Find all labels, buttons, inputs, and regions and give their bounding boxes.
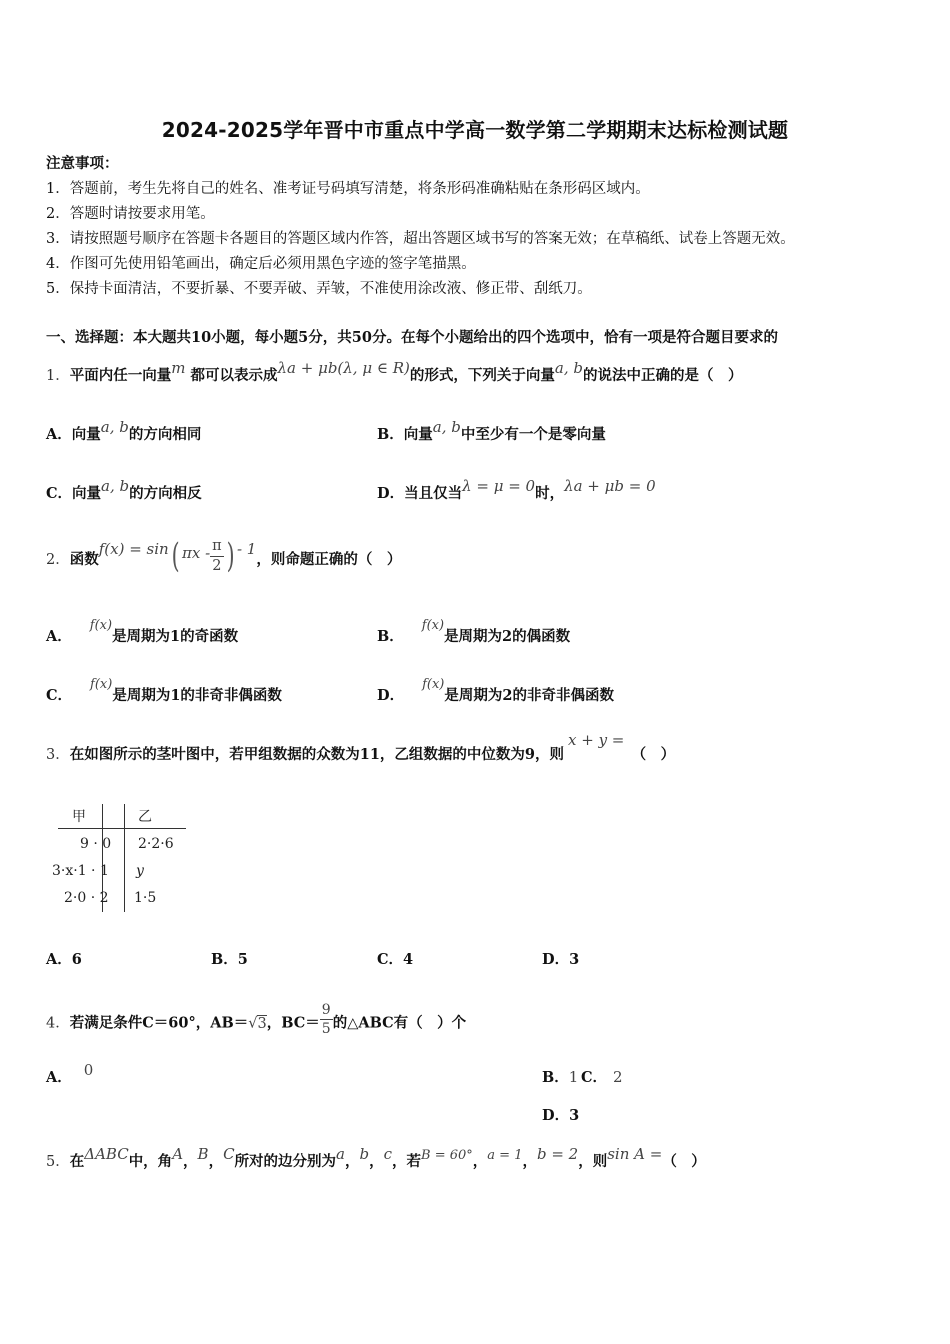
fraction-denominator: 5 bbox=[321, 1021, 331, 1037]
option-label: C． bbox=[581, 1069, 608, 1086]
q4-option-b[interactable] bbox=[542, 1066, 578, 1087]
stem-row-right: 2·2·6 bbox=[138, 836, 174, 852]
q2-text-2: ，则命题正确的（ ） bbox=[256, 551, 402, 568]
q5-text-5: ，则 bbox=[578, 1153, 608, 1170]
right-paren: ) bbox=[226, 536, 235, 576]
option-label: B． bbox=[377, 426, 404, 443]
q3-option-d[interactable]: D．3 bbox=[542, 951, 580, 968]
option-text: 是周期为2的非奇非偶函数 bbox=[444, 687, 614, 704]
q5-math-a1: a = 1 bbox=[487, 1148, 523, 1163]
q2-math-f: f(x) = sin bbox=[98, 540, 169, 558]
section-heading: 一、选择题：本大题共10小题，每小题5分，共50分。在每个小题给出的四个选项中，恰有一项是符合题目要求的 bbox=[46, 329, 778, 346]
notice-item-5: 5．保持卡面清洁，不要折暴、不要弄破、弄皱，不准使用涂改液、修正带、刮纸刀。 bbox=[46, 281, 592, 297]
option-math: λ = μ = 0 bbox=[462, 477, 536, 495]
question-4 bbox=[46, 1002, 467, 1040]
option-math: f(x) bbox=[89, 618, 113, 633]
left-paren: ( bbox=[171, 536, 180, 576]
q4-text-1: 若满足条件C＝60°，AB＝ bbox=[69, 1014, 249, 1032]
notice-item-4: 4．作图可先使用铅笔画出，确定后必须用黑色字迹的签字笔描黑。 bbox=[46, 256, 476, 272]
q1-option-c[interactable] bbox=[46, 477, 202, 503]
q3-option-c[interactable]: C．4 bbox=[377, 951, 414, 968]
option-math: f(x) bbox=[90, 677, 113, 692]
q5-math-side-a: a bbox=[336, 1145, 345, 1163]
option-math: f(x) bbox=[421, 618, 445, 633]
q5-text-2: 中，角 bbox=[128, 1153, 173, 1170]
q3-math-sum: x + y = bbox=[568, 731, 625, 749]
option-text: 当且仅当 bbox=[404, 485, 463, 502]
q2-fraction bbox=[210, 539, 224, 573]
q4-text-3: 的△ABC有（ ）个 bbox=[332, 1014, 467, 1032]
option-math: a, b bbox=[100, 418, 129, 436]
q5-math-angle-c: C bbox=[223, 1145, 235, 1163]
q5-math-angle-b: B bbox=[197, 1145, 209, 1163]
option-label: B． bbox=[377, 628, 404, 645]
option-math: λa + μb = 0 bbox=[564, 477, 656, 495]
option-math: 0 bbox=[83, 1061, 94, 1079]
option-label: C． bbox=[46, 687, 73, 704]
stem-header-divider bbox=[58, 828, 186, 829]
separator: ， bbox=[522, 1153, 537, 1170]
q5-math-b60: B = 60° bbox=[421, 1148, 473, 1163]
option-text: 的方向相反 bbox=[129, 485, 202, 502]
q2-math-minus: - 1 bbox=[236, 540, 257, 558]
q2-option-a[interactable] bbox=[46, 618, 239, 646]
separator: ， bbox=[369, 1153, 384, 1170]
q5-math-sin: sin A = bbox=[607, 1145, 663, 1163]
option-text: 向量 bbox=[403, 426, 433, 443]
option-math: a, b bbox=[432, 418, 461, 436]
option-label: A． bbox=[46, 628, 72, 645]
question-5 bbox=[46, 1145, 706, 1171]
option-label: D． bbox=[377, 687, 405, 704]
question-1 bbox=[46, 359, 743, 385]
q4-option-a[interactable] bbox=[46, 1061, 94, 1087]
q2-math-arg: πx - bbox=[181, 544, 211, 562]
q4-text-2: ，BC＝ bbox=[266, 1014, 320, 1032]
question-number: 5． bbox=[46, 1154, 70, 1170]
option-text: 时， bbox=[535, 485, 565, 502]
option-text: 的方向相同 bbox=[128, 426, 202, 443]
page-title: 2024-2025学年晋中市重点中学高一数学第二学期期末达标检测试题 bbox=[161, 118, 789, 142]
option-text: 向量 bbox=[72, 485, 102, 502]
q2-text-1: 函数 bbox=[69, 551, 99, 568]
q4-fraction bbox=[320, 1003, 333, 1036]
option-label: A． bbox=[46, 1069, 72, 1086]
q4-option-d[interactable]: D．3 bbox=[542, 1107, 580, 1124]
q3-text-2: （ ） bbox=[638, 746, 676, 763]
question-number: 4． bbox=[46, 1015, 70, 1032]
q5-text-3: 所对的边分别为 bbox=[234, 1153, 337, 1170]
option-label: D． bbox=[377, 485, 405, 502]
stem-header-right: 乙 bbox=[138, 809, 152, 825]
stem-header-left: 甲 bbox=[72, 809, 86, 825]
option-text: 是周期为1的奇函数 bbox=[112, 628, 239, 645]
q1-math-combination: λa + μb(λ, μ ∈ R) bbox=[277, 359, 410, 377]
q2-option-c[interactable] bbox=[46, 677, 282, 705]
notice-item-2: 2．答题时请按要求用笔。 bbox=[46, 206, 215, 222]
q1-math-ab: a, b bbox=[554, 359, 583, 377]
option-math: 2 bbox=[613, 1068, 623, 1086]
q5-math-triangle: ΔABC bbox=[84, 1145, 129, 1163]
notice-heading: 注意事项： bbox=[46, 155, 119, 172]
fraction-numerator: π bbox=[210, 539, 224, 557]
option-math: f(x) bbox=[422, 677, 445, 692]
stem-row-left: 2·0 · 2 bbox=[64, 890, 109, 906]
q1-option-a[interactable] bbox=[46, 418, 202, 444]
q1-option-d[interactable] bbox=[377, 477, 656, 503]
fraction-numerator: 9 bbox=[321, 1002, 331, 1018]
question-3 bbox=[46, 731, 676, 764]
stem-right-divider bbox=[124, 804, 125, 912]
q3-text-1: 在如图所示的茎叶图中，若甲组数据的众数为11，乙组数据的中位数为9，则 bbox=[69, 746, 564, 763]
option-label: B． bbox=[542, 1069, 569, 1086]
q5-text-4: ，若 bbox=[392, 1153, 422, 1170]
notice-item-1: 1．答题前，考生先将自己的姓名、准考证号码填写清楚，将条形码准确粘贴在条形码区域内。 bbox=[46, 181, 650, 197]
stem-row-left: 3·x·1 · 1 bbox=[52, 863, 109, 879]
q3-option-a[interactable]: A．6 bbox=[46, 951, 82, 968]
q1-text-4: 的说法中正确的是（ ） bbox=[582, 367, 743, 384]
question-number: 2． bbox=[46, 552, 70, 568]
separator: ， bbox=[472, 1153, 488, 1170]
q5-math-b2: b = 2 bbox=[536, 1145, 579, 1163]
q5-math-side-c: c bbox=[383, 1145, 393, 1163]
option-label: A． bbox=[46, 426, 72, 443]
fraction-denominator: 2 bbox=[212, 557, 222, 574]
option-text: 向量 bbox=[71, 426, 101, 443]
q5-text-6: （ ） bbox=[662, 1153, 706, 1170]
q1-math-m: m bbox=[171, 359, 186, 377]
sqrt-sign: √ bbox=[248, 1015, 258, 1032]
q3-option-b[interactable]: B．5 bbox=[211, 951, 248, 968]
option-math: 1 bbox=[568, 1068, 579, 1086]
stem-row-right: y bbox=[136, 863, 144, 879]
question-number: 3． bbox=[46, 747, 70, 763]
q4-option-c[interactable] bbox=[581, 1066, 623, 1087]
option-text: 是周期为2的偶函数 bbox=[444, 628, 571, 645]
q5-math-angle-a: A bbox=[172, 1145, 184, 1163]
notice-item-3: 3．请按照题号顺序在答题卡各题目的答题区域内作答，超出答题区域书写的答案无效；在草稿纸、试卷上答题无效。 bbox=[46, 231, 795, 247]
q5-text-1: 在 bbox=[69, 1153, 85, 1170]
separator: ， bbox=[345, 1153, 360, 1170]
option-text: 是周期为1的非奇非偶函数 bbox=[112, 687, 282, 704]
stem-row-left: 9 · 0 bbox=[80, 836, 112, 852]
stem-leaf-plot bbox=[52, 800, 192, 920]
q2-option-b[interactable] bbox=[377, 618, 571, 646]
option-math: a, b bbox=[101, 477, 130, 495]
q1-text-1: 平面内任一向量 bbox=[69, 367, 172, 384]
question-number: 1． bbox=[46, 368, 70, 384]
stem-row-right: 1·5 bbox=[134, 890, 157, 906]
q1-text-3: 的形式，下列关于向量 bbox=[409, 367, 555, 384]
q1-text-2: 都可以表示成 bbox=[190, 367, 278, 384]
option-label: C． bbox=[46, 485, 73, 502]
separator: ， bbox=[208, 1153, 224, 1170]
question-2 bbox=[46, 538, 401, 580]
q5-math-side-b: b bbox=[359, 1145, 370, 1163]
option-text: 中至少有一个是零向量 bbox=[460, 426, 606, 443]
sqrt-radicand: 3 bbox=[257, 1015, 267, 1032]
separator: ， bbox=[183, 1153, 198, 1170]
q1-option-b[interactable] bbox=[377, 418, 606, 444]
q2-option-d[interactable] bbox=[377, 677, 614, 705]
